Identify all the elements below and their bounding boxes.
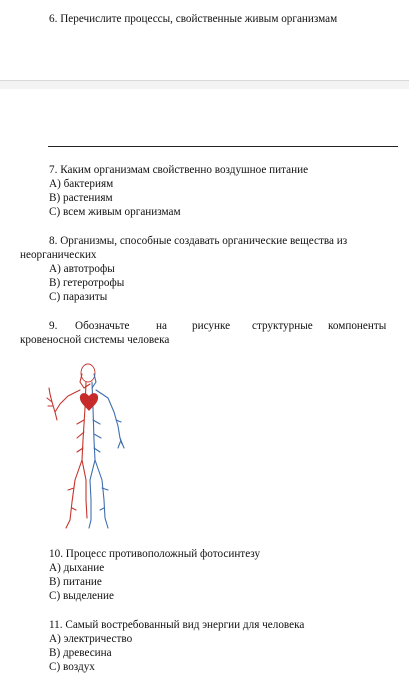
arteries xyxy=(47,364,95,528)
question-10: 10. Процесс противоположный фотосинтезу xyxy=(49,548,261,560)
answer-line[interactable] xyxy=(48,146,398,147)
head-outline xyxy=(81,364,95,382)
q9-word: 9. xyxy=(49,320,58,332)
left-hand-artery xyxy=(47,388,57,420)
right-leg-vein xyxy=(95,460,108,528)
q8-option-a[interactable]: А) автотрофы xyxy=(49,263,115,275)
question-11: 11. Самый востребованный вид энергии для человека xyxy=(49,619,305,631)
left-arm-artery xyxy=(50,390,80,412)
question-8: 8. Организмы, способные создавать органические вещества из xyxy=(49,235,348,247)
right-arm-vein xyxy=(96,390,122,444)
circulatory-system-figure[interactable] xyxy=(44,360,130,532)
q10-option-c[interactable]: С) выделение xyxy=(49,590,114,602)
question-7: 7. Каким организмам свойственно воздушное питание xyxy=(49,164,309,176)
q10-option-b[interactable]: В) питание xyxy=(49,576,102,588)
q7-option-c[interactable]: С) всем живым организмам xyxy=(49,206,181,218)
right-leg-artery-upper xyxy=(82,460,87,518)
q9-word: структурные xyxy=(252,320,313,332)
left-leg-artery xyxy=(66,460,82,528)
question-8-continued: неорганических xyxy=(20,249,97,261)
q9-word: на xyxy=(156,320,167,332)
q9-word: компоненты xyxy=(328,320,387,332)
q7-option-a[interactable]: А) бактериям xyxy=(49,178,114,190)
q9-word: Обозначьте xyxy=(75,320,130,332)
q8-option-c[interactable]: С) паразиты xyxy=(49,291,108,303)
page-gap xyxy=(0,81,409,89)
q11-option-c[interactable]: С) воздух xyxy=(49,661,95,673)
question-6: 6. Перечислите процессы, свойственные живым организмам xyxy=(49,13,338,25)
branch-arteries xyxy=(68,420,84,510)
heart xyxy=(80,393,98,411)
q9-word: рисунке xyxy=(192,320,231,332)
question-9-continued: кровеносной системы человека xyxy=(20,334,170,346)
q10-option-a[interactable]: А) дыхание xyxy=(49,562,105,574)
branch-veins xyxy=(93,420,108,510)
left-leg-vein xyxy=(89,460,95,528)
q11-option-a[interactable]: А) электричество xyxy=(49,633,133,645)
q8-option-b[interactable]: В) гетеротрофы xyxy=(49,277,125,289)
q7-option-b[interactable]: В) растениям xyxy=(49,192,113,204)
q11-option-b[interactable]: В) древесина xyxy=(49,647,112,659)
